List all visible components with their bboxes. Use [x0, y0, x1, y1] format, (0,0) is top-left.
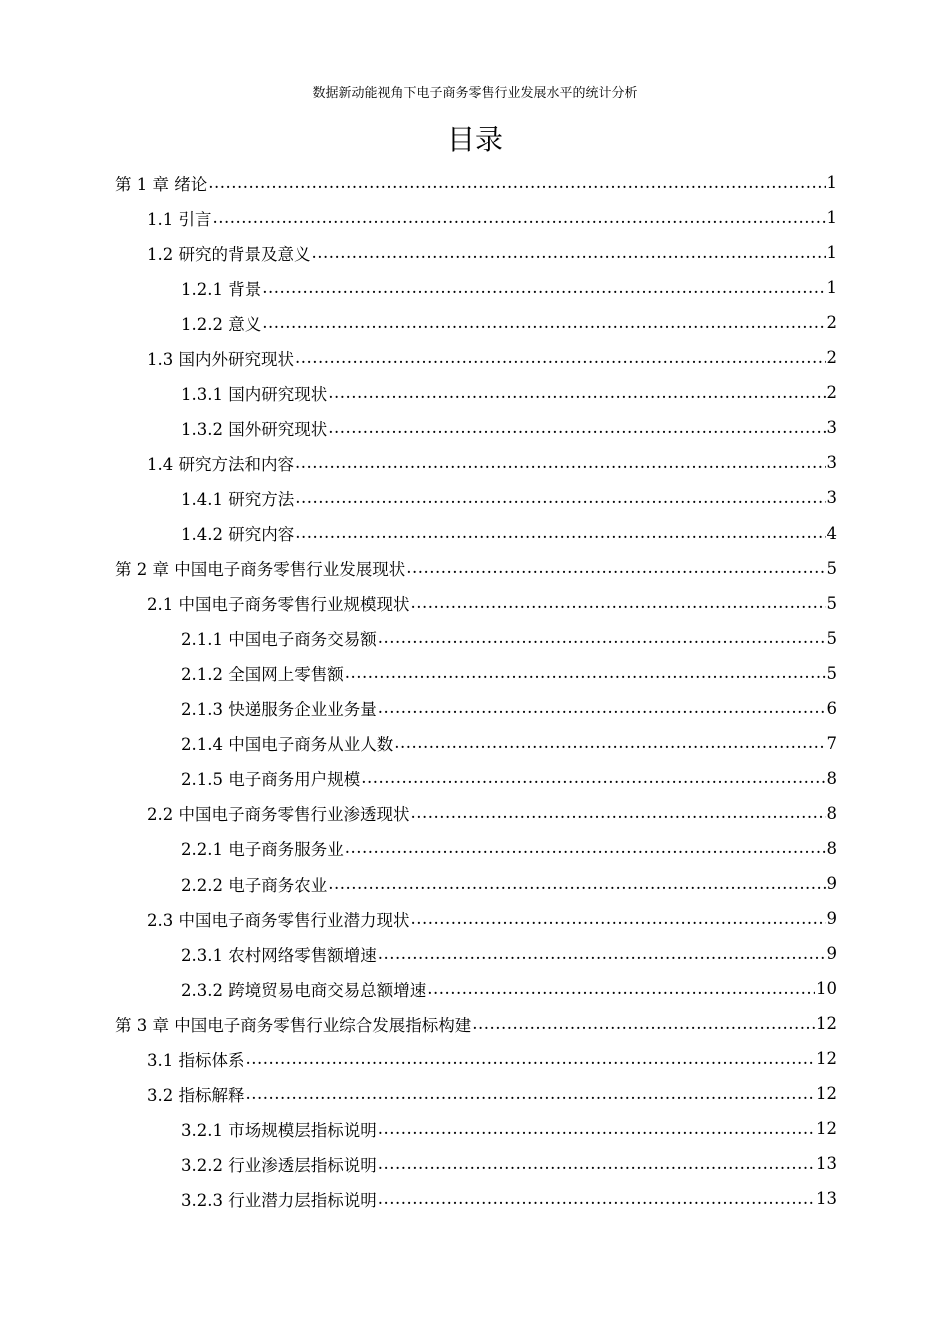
toc-entry-page: 9 — [826, 909, 837, 929]
toc-leader-dots — [427, 979, 815, 999]
toc-leader-dots — [345, 663, 826, 683]
toc-entry[interactable] — [147, 445, 837, 480]
toc-leader-dots — [328, 418, 825, 438]
toc-leader-dots — [262, 313, 825, 333]
toc-entry-label: 第 2 章 中国电子商务零售行业发展现状 — [115, 560, 406, 580]
toc-leader-dots — [411, 909, 826, 929]
toc-entry-page: 10 — [816, 979, 837, 999]
toc-entry[interactable] — [147, 586, 837, 621]
toc-entry-page: 1 — [826, 278, 837, 298]
toc-entry-label: 1.4.1 研究方法 — [181, 489, 295, 509]
toc-entry-label: 第 3 章 中国电子商务零售行业综合发展指标构建 — [115, 1015, 472, 1035]
toc-entry[interactable] — [181, 1181, 837, 1216]
toc-entry-label: 1.3 国内外研究现状 — [147, 349, 294, 369]
toc-entry-page: 2 — [826, 348, 837, 368]
toc-entry-page: 2 — [826, 383, 837, 403]
toc-entry[interactable] — [181, 480, 837, 515]
toc-entry-page: 12 — [816, 1119, 837, 1139]
toc-entry-label: 1.4.2 研究内容 — [181, 525, 295, 544]
toc-entry[interactable] — [181, 1111, 837, 1146]
toc-entry-label: 2.1.3 快递服务企业业务量 — [181, 700, 377, 720]
toc-entry[interactable] — [115, 1006, 837, 1041]
toc-entry-page: 1 — [826, 173, 837, 192]
toc-entry-page: 4 — [826, 523, 837, 543]
toc-leader-dots — [378, 628, 826, 648]
toc-entry-label: 3.2.2 行业渗透层指标说明 — [181, 1155, 377, 1175]
toc-leader-dots — [213, 208, 826, 228]
toc-entry[interactable] — [181, 831, 837, 866]
toc-entry-page: 8 — [826, 768, 837, 788]
toc-leader-dots — [312, 243, 826, 263]
toc-entry-page: 3 — [826, 453, 837, 473]
toc-entry[interactable] — [181, 305, 837, 340]
toc-entry[interactable] — [181, 971, 837, 1006]
toc-leader-dots — [262, 278, 825, 298]
toc-entry-page: 3 — [826, 418, 837, 438]
toc-leader-dots — [378, 1189, 815, 1209]
toc-entry-page: 8 — [826, 838, 837, 858]
toc-entry-label: 2.3 中国电子商务零售行业潜力现状 — [147, 910, 410, 930]
toc-entry-page: 5 — [826, 593, 837, 613]
toc-entry-label: 2.1 中国电子商务零售行业规模现状 — [147, 595, 410, 615]
toc-entry[interactable] — [181, 270, 837, 305]
toc-entry-label: 第 1 章 绪论 — [115, 174, 208, 194]
toc-entry[interactable] — [147, 1076, 837, 1111]
toc-entry-page: 7 — [826, 733, 837, 753]
toc-entry[interactable] — [181, 656, 837, 691]
toc-entry[interactable] — [181, 691, 837, 726]
toc-entry-page: 1 — [826, 243, 837, 263]
toc-leader-dots — [295, 453, 826, 473]
toc-entry-label: 2.1.4 中国电子商务从业人数 — [181, 735, 394, 755]
toc-entry[interactable] — [147, 340, 837, 375]
toc-entry[interactable] — [181, 1146, 837, 1181]
toc-leader-dots — [361, 768, 825, 788]
toc-leader-dots — [411, 593, 826, 613]
toc-leader-dots — [345, 838, 826, 858]
toc-leader-dots — [328, 383, 825, 403]
running-header: 数据新动能视角下电子商务零售行业发展水平的统计分析 — [312, 86, 638, 101]
toc-entry[interactable] — [181, 761, 837, 796]
toc-leader-dots — [246, 1049, 816, 1069]
toc-entry-page: 13 — [816, 1189, 837, 1209]
toc-leader-dots — [406, 558, 825, 578]
toc-entry[interactable] — [181, 726, 837, 761]
toc-entry[interactable] — [181, 621, 837, 656]
toc-entry[interactable] — [181, 866, 837, 901]
toc-leader-dots — [378, 1154, 815, 1174]
toc-leader-dots — [394, 733, 825, 753]
toc-entry-label: 2.1.2 全国网上零售额 — [181, 665, 344, 685]
toc-leader-dots — [295, 488, 825, 508]
toc-entry[interactable] — [147, 235, 837, 270]
toc-leader-dots — [378, 944, 826, 964]
toc-entry-page: 9 — [826, 944, 837, 964]
toc-entry-page: 3 — [826, 488, 837, 508]
toc-entry-label: 3.2 指标解释 — [147, 1085, 245, 1105]
toc-entry-label: 2.3.1 农村网络零售额增速 — [181, 945, 377, 965]
toc-entry[interactable] — [147, 901, 837, 936]
toc-entry-page: 5 — [826, 628, 837, 648]
toc-entry-label: 2.2 中国电子商务零售行业渗透现状 — [147, 805, 410, 825]
toc-entry-label: 3.1 指标体系 — [147, 1050, 245, 1070]
toc-leader-dots — [295, 523, 825, 543]
toc-entry-page: 13 — [816, 1154, 837, 1174]
toc-leader-dots — [208, 173, 825, 193]
toc-entry-page: 2 — [826, 313, 837, 333]
toc-title: 目录 — [446, 123, 503, 156]
toc-entry-page: 12 — [816, 1049, 837, 1069]
toc-entry-page: 1 — [826, 208, 837, 228]
toc-entry-label: 2.3.2 跨境贸易电商交易总额增速 — [181, 980, 427, 1000]
toc-entry[interactable] — [147, 1041, 837, 1076]
toc-entry-label: 2.2.2 电子商务农业 — [181, 875, 328, 895]
toc-entry-label: 2.1.1 中国电子商务交易额 — [181, 630, 377, 650]
toc-leader-dots — [295, 348, 826, 368]
toc-entry-label: 1.4 研究方法和内容 — [147, 454, 294, 474]
toc-entry-page: 6 — [826, 698, 837, 718]
toc-entry[interactable] — [115, 165, 837, 200]
toc-leader-dots — [378, 698, 826, 718]
toc-entry[interactable] — [147, 200, 837, 235]
toc-entry-label: 1.3.2 国外研究现状 — [181, 419, 328, 439]
toc-entry[interactable] — [181, 516, 837, 551]
toc-entry-label: 3.2.1 市场规模层指标说明 — [181, 1120, 377, 1140]
toc-entry-label: 1.2.1 背景 — [181, 279, 262, 299]
toc-entry-page: 5 — [826, 663, 837, 683]
toc-leader-dots — [246, 1084, 816, 1104]
toc-entry-page: 12 — [816, 1014, 837, 1034]
toc-entry-label: 2.1.5 电子商务用户规模 — [181, 770, 361, 790]
toc-leader-dots — [328, 874, 825, 894]
toc-entry[interactable] — [181, 936, 837, 971]
toc-leader-dots — [472, 1014, 815, 1034]
toc-entry-page: 5 — [826, 558, 837, 578]
toc-entry-label: 2.2.1 电子商务服务业 — [181, 840, 344, 860]
toc-leader-dots — [411, 803, 826, 823]
toc-entry-label: 1.3.1 国内研究现状 — [181, 384, 328, 404]
toc-entry-page: 12 — [816, 1084, 837, 1104]
toc-entry[interactable] — [181, 410, 837, 445]
toc-entry[interactable] — [147, 796, 837, 831]
toc-entry-label: 1.1 引言 — [147, 209, 212, 229]
toc-entry[interactable] — [115, 551, 837, 586]
toc-entry[interactable] — [181, 375, 837, 410]
toc-entry-page: 9 — [826, 874, 837, 893]
toc-entry-label: 1.2.2 意义 — [181, 314, 262, 334]
toc-entry-label: 1.2 研究的背景及意义 — [147, 244, 311, 264]
toc-entry-label: 3.2.3 行业潜力层指标说明 — [181, 1190, 377, 1210]
toc-entry-page: 8 — [826, 803, 837, 823]
toc-leader-dots — [378, 1119, 815, 1139]
